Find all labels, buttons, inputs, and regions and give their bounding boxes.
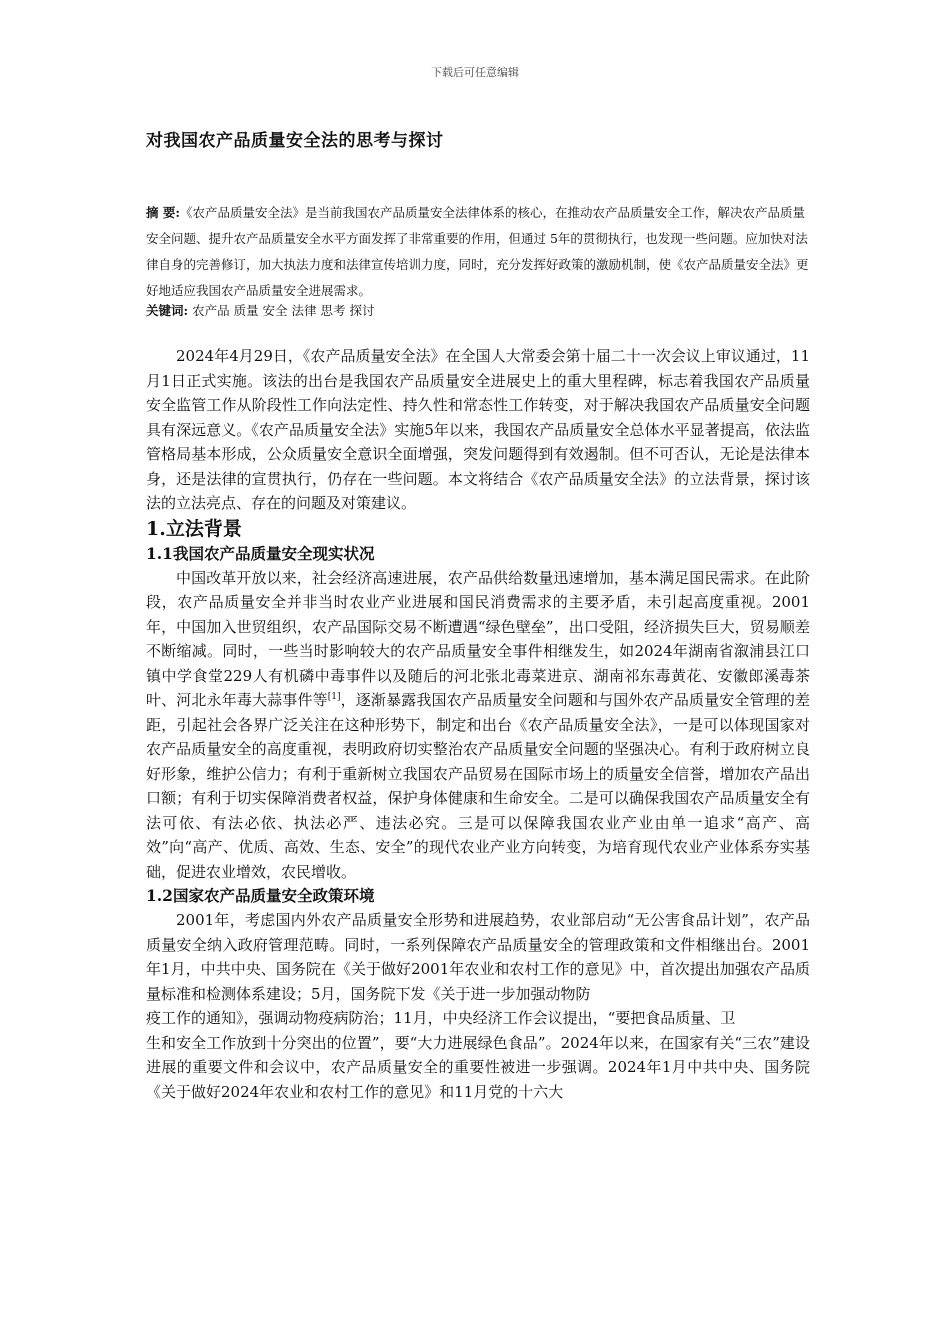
article-body [146,344,810,1104]
section-heading: 1.立法背景 [146,517,242,540]
keywords-label: 关键词: [146,303,189,318]
citation-mark: [1] [327,692,341,702]
intro-paragraph: 2024年4月29日，《农产品质量安全法》在全国人大常委会第十届二十一次会议上审议通过，11月1日正式实施。该法的出台是我国农产品质量安全进展史上的重大里程碑，标志着我国农产品质量安全监管工作从阶段性工作向法定性、持久性和常态性工作转变，对于解决我国农产品质量安全问题具有深远意义。《农产品质量安全法》实施5年以来，我国农产品质量安全总体水平显著提高，依法监管格局基本形成，公众质量安全意识全面增强，突发问题得到有效遏制。但不可否认，无论是法律本身，还是法律的宣贯执行，仍存在一些问题。本文将结合《农产品质量安全法》的立法背景，探讨该法的立法亮点、存在的问题及对策建议。 [146,347,810,512]
subsection-heading: 1.1我国农产品质量安全现实状况 [146,543,375,563]
header-note: 下载后可任意编辑 [431,66,519,79]
page-title: 对我国农产品质量安全法的思考与探讨 [146,131,444,151]
abstract [146,200,812,304]
body-paragraph: 疫工作的通知》，强调动物疫病防治；11月，中央经济工作会议提出，“要把食品质量、卫 [146,1009,736,1027]
body-paragraph: 生和安全工作放到十分突出的位置”，要“大力进展绿色食品”。2024年以来，在国家有关“三农”建设进展的重要文件和会议中，农产品质量安全的重要性被进一步强调。2024年1月中共中央、国务院《关于做好2024年农业和农村工作的意见》和11月党的十六大 [146,1033,810,1101]
subsection-heading: 1.2国家农产品质量安全政策环境 [146,886,375,905]
paragraph-text: 中国改革开放以来，社会经济高速进展，农产品供给数量迅速增加，基本满足国民需求。在此阶段，农产品质量安全并非当时农业产业进展和国民消费需求的主要矛盾，未引起高度重视。2001年，中国加入世贸组织，农产品国际交易不断遭遇“绿色壁垒”，出口受阻，经济损失巨大，贸易顺差不断缩减。同时，一些当时影响较大的农产品质量安全事件相继发生，如2024年湖南省溆浦县江口镇中学食堂229人有机磷中毒事件以及随后的河北张北毒菜进京、湖南祁东毒黄花、安徽郎溪毒茶叶、河北永年毒大蒜事件等 [146,568,810,709]
abstract-text: 《农产品质量安全法》是当前我国农产品质量安全法律体系的核心，在推动农产品质量安全工作，解决农产品质量安全问题、提升农产品质量安全水平方面发挥了非常重要的作用，但通过 5年的贯彻执行，也发现一些问题。应加快对法律自身的完善修订，加大执法力度和法律宣传培训力度，同时，充分发挥好政策的激励机制，使《农产品质量安全法》更好地适应我国农产品质量安全进展需求。 [146,205,809,298]
keywords [146,300,812,322]
abstract-label: 摘 要: [146,205,180,220]
keywords-text: 农产品 质量 安全 法律 思考 探讨 [192,303,375,318]
paragraph-text: ，逐渐暴露我国农产品质量安全问题和与国外农产品质量安全管理的差距，引起社会各界广泛关注在这种形势下，制定和出台《农产品质量安全法》，一是可以体现国家对农产品质量安全的高度重视，表明政府切实整治农产品质量安全问题的坚强决心。有利于政府树立良好形象，维护公信力；有利于重新树立我国农产品贸易在国际市场上的质量安全信誉，增加农产品出口额；有利于切实保障消费者权益，保护身体健康和生命安全。二是可以确保我国农产品质量安全有法可依、有法必依、执法必严、违法必究。三是可以保障我国农业产业由单一追求“高产、高效”向“高产、优质、高效、生态、安全”的现代农业产业方向转变，为培育现代农业产业体系夯实基础，促进农业增效，农民增收。 [146,691,810,881]
body-paragraph [146,566,810,885]
body-paragraph: 2001年，考虑国内外农产品质量安全形势和进展趋势，农业部启动“无公害食品计划”，农产品质量安全纳入政府管理范畴。同时，一系列保障农产品质量安全的管理政策和文件相继出台。2001年1月，中共中央、国务院在《关于做好2001年农业和农村工作的意见》中，首次提出加强农产品质量标准和检测体系建设；5月，国务院下发《关于进一步加强动物防 [146,911,810,1003]
